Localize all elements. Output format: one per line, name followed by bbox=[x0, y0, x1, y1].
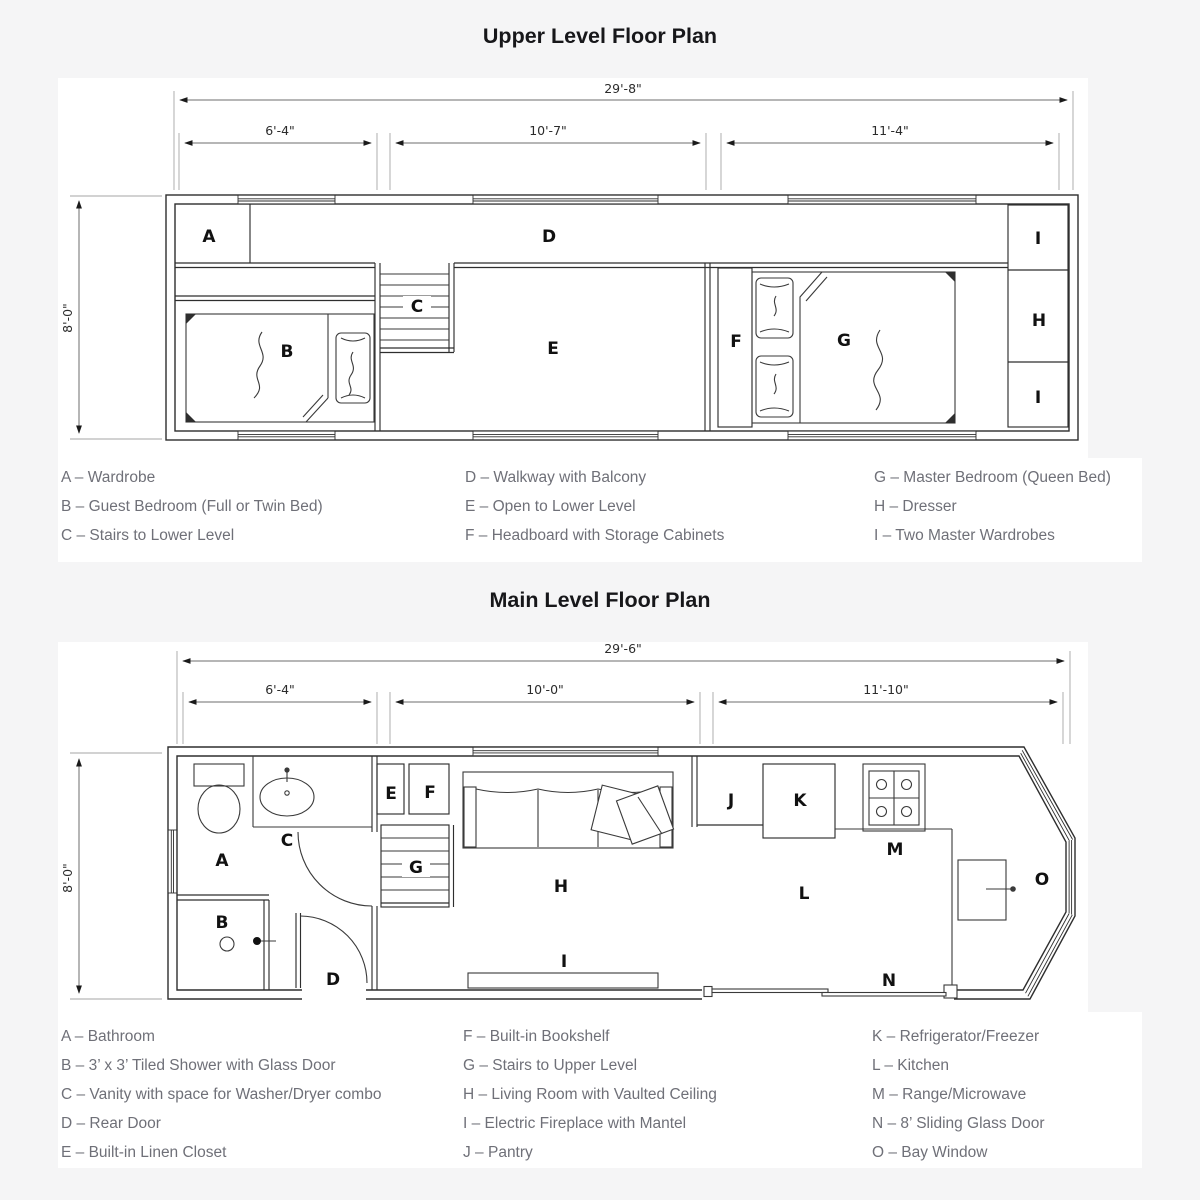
legend-item: O – Bay Window bbox=[872, 1144, 988, 1161]
legend-item: I – Two Master Wardrobes bbox=[874, 527, 1055, 544]
upper-dim-seg2: 10'-7" bbox=[529, 123, 567, 138]
room-label-sliding-door: N bbox=[881, 971, 897, 991]
upper-plan-title: Upper Level Floor Plan bbox=[482, 24, 718, 48]
room-label-walkway: D bbox=[541, 227, 557, 247]
main-window-top bbox=[473, 748, 658, 756]
legend-item: A – Bathroom bbox=[61, 1028, 155, 1045]
upper-legend-col1 bbox=[61, 463, 323, 550]
legend-item: E – Open to Lower Level bbox=[465, 498, 636, 515]
room-label-dresser: H bbox=[1031, 311, 1047, 331]
main-dim-seg3: 11'-10" bbox=[863, 682, 909, 697]
upper-legend-col2 bbox=[465, 463, 724, 550]
legend-item: G – Master Bedroom (Queen Bed) bbox=[874, 469, 1111, 486]
legend-item: N – 8’ Sliding Glass Door bbox=[872, 1115, 1045, 1132]
room-label-pantry: J bbox=[727, 791, 735, 811]
legend-item: M – Range/Microwave bbox=[872, 1086, 1027, 1103]
room-label-linen-closet: E bbox=[385, 784, 397, 804]
room-label-shower: B bbox=[215, 913, 229, 933]
upper-window-bottom-2 bbox=[473, 431, 658, 439]
range bbox=[863, 764, 925, 831]
main-dim-seg1: 6'-4" bbox=[265, 682, 295, 697]
room-label-headboard: F bbox=[730, 332, 742, 352]
legend-item: G – Stairs to Upper Level bbox=[463, 1057, 638, 1074]
upper-window-top-1 bbox=[238, 196, 335, 204]
legend-item: F – Built-in Bookshelf bbox=[463, 1028, 610, 1045]
main-window-left bbox=[168, 830, 176, 893]
room-label-master-bedroom: G bbox=[837, 331, 851, 351]
master-bed bbox=[752, 272, 955, 423]
legend-item: L – Kitchen bbox=[872, 1057, 949, 1074]
room-label-rear-door: D bbox=[325, 970, 341, 990]
room-label-bathroom: A bbox=[215, 851, 229, 871]
main-legend-col3 bbox=[872, 1022, 1045, 1167]
shower-door-handle bbox=[253, 937, 261, 945]
legend-item: B – Guest Bedroom (Full or Twin Bed) bbox=[61, 498, 323, 515]
legend-item: H – Dresser bbox=[874, 498, 957, 515]
upper-walls bbox=[166, 195, 1078, 440]
main-dim-height: 8'-0" bbox=[60, 863, 75, 893]
room-label-bay-window: O bbox=[1034, 870, 1050, 890]
upper-window-bottom-3 bbox=[788, 431, 976, 439]
legend-item: C – Vanity with space for Washer/Dryer combo bbox=[61, 1086, 382, 1103]
bathroom-door-arc bbox=[298, 832, 372, 906]
upper-dim-height: 8'-0" bbox=[60, 303, 75, 333]
room-label-open-below: E bbox=[547, 339, 559, 359]
shower-drain bbox=[220, 937, 234, 951]
room-label-vanity: C bbox=[280, 831, 294, 851]
legend-item: F – Headboard with Storage Cabinets bbox=[465, 527, 725, 544]
upper-dim-overall: 29'-8" bbox=[604, 81, 642, 96]
legend-item: D – Walkway with Balcony bbox=[465, 469, 647, 486]
main-legend-col1 bbox=[61, 1022, 381, 1167]
legend-item: J – Pantry bbox=[463, 1144, 533, 1161]
room-label-bookshelf: F bbox=[424, 783, 436, 803]
room-label-stairs: C bbox=[410, 297, 424, 317]
main-plan-title: Main Level Floor Plan bbox=[489, 588, 711, 612]
main-dim-seg2: 10'-0" bbox=[526, 682, 564, 697]
legend-item: H – Living Room with Vaulted Ceiling bbox=[463, 1086, 717, 1103]
main-floor-plan bbox=[0, 600, 1200, 1020]
main-furniture bbox=[194, 756, 1016, 998]
room-label-refrigerator: K bbox=[793, 791, 807, 811]
upper-dimensions bbox=[60, 81, 1073, 439]
upper-room-labels bbox=[202, 227, 1046, 408]
room-label-wardrobe-top: I bbox=[1034, 229, 1042, 249]
main-walls bbox=[168, 747, 1075, 1001]
legend-item: K – Refrigerator/Freezer bbox=[872, 1028, 1040, 1045]
upper-window-bottom-1 bbox=[238, 431, 335, 439]
vanity-sink bbox=[253, 756, 372, 827]
main-legend-col2 bbox=[463, 1022, 717, 1167]
room-label-range: M bbox=[886, 840, 904, 860]
upper-window-top-2 bbox=[473, 196, 658, 204]
legend-item: C – Stairs to Lower Level bbox=[61, 527, 235, 544]
main-dim-overall: 29'-6" bbox=[604, 641, 642, 656]
legend-item: E – Built-in Linen Closet bbox=[61, 1144, 227, 1161]
legend-item: I – Electric Fireplace with Mantel bbox=[463, 1115, 687, 1132]
legend-item: D – Rear Door bbox=[61, 1115, 161, 1132]
room-label-guest-bedroom: B bbox=[280, 342, 294, 362]
room-label-wardrobe-bottom: I bbox=[1034, 388, 1042, 408]
toilet bbox=[194, 764, 244, 833]
legend-item: A – Wardrobe bbox=[61, 469, 156, 486]
guest-bed bbox=[186, 314, 374, 422]
bay-table bbox=[958, 860, 1016, 920]
room-label-kitchen: L bbox=[798, 884, 810, 904]
sofa bbox=[463, 772, 674, 848]
room-label-fireplace: I bbox=[560, 952, 568, 972]
room-label-wardrobe: A bbox=[202, 227, 216, 247]
room-label-main-stairs: G bbox=[409, 858, 423, 878]
upper-dim-seg1: 6'-4" bbox=[265, 123, 295, 138]
legend-item: B – 3’ x 3’ Tiled Shower with Glass Door bbox=[61, 1057, 336, 1074]
upper-legend-col3 bbox=[874, 463, 1111, 550]
fireplace-mantel bbox=[468, 973, 658, 988]
upper-dim-seg3: 11'-4" bbox=[871, 123, 909, 138]
room-label-living-room: H bbox=[553, 877, 569, 897]
upper-window-top-3 bbox=[788, 196, 976, 204]
